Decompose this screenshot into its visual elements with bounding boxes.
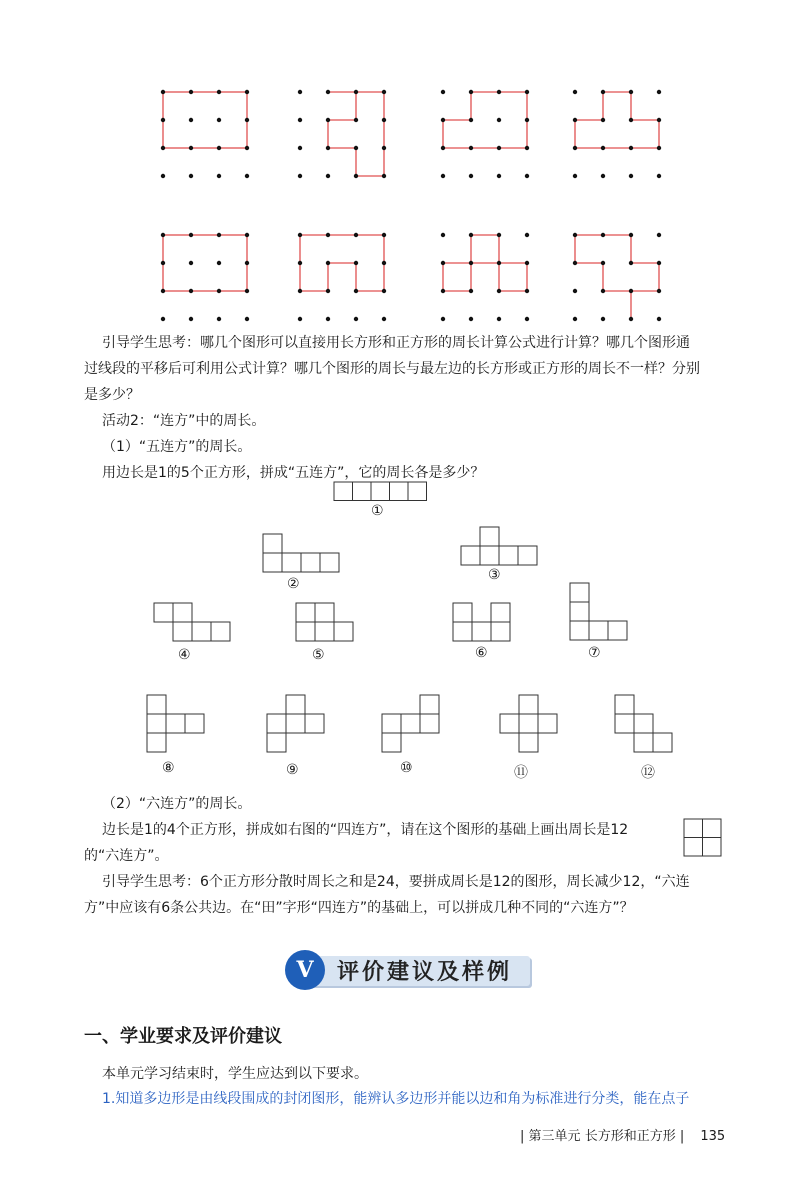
figure-label-3: ③ [488,567,501,583]
figure-label-5: ⑤ [312,647,325,663]
grid-dot [326,233,330,237]
figure-label-6: ⑥ [475,645,488,661]
guide-2-line-2: 方”中应该有6条公共边。在“田”字形“四连方”的基础上，可以拼成几种不同的“六连方”？ [84,900,634,916]
grid-dot [189,174,193,178]
grid-dot [161,317,165,321]
grid-dot [382,289,386,293]
sub-heading-1: （1）“五连方”的周长。 [102,439,252,455]
grid-dot [354,317,358,321]
pentomino-1 [334,482,427,501]
grid-dot [629,90,633,94]
grid-shape-1 [163,92,247,148]
grid-dot [573,233,577,237]
sub-heading-2: （2）“六连方”的周长。 [102,796,252,812]
pentomino-2 [263,534,339,572]
grid-dot [441,289,445,293]
grid-dot [601,118,605,122]
grid-dot [298,174,302,178]
grid-dot [189,118,193,122]
grid-shape-5 [163,235,247,291]
grid-dot [497,118,501,122]
grid-dot [326,118,330,122]
grid-dot [298,118,302,122]
grid-dot [601,90,605,94]
pentomino-10 [382,695,439,752]
grid-dot [382,174,386,178]
grid-dot [382,317,386,321]
grid-dot [326,317,330,321]
guide-paragraph-line-3: 是多少？ [84,387,140,403]
pentomino-6 [453,603,510,641]
grid-dot [382,146,386,150]
grid-dot [382,90,386,94]
grid-dot [326,289,330,293]
grid-dot [573,90,577,94]
pentomino-3 [461,527,537,565]
grid-shape-4 [575,92,659,148]
grid-dot [217,118,221,122]
grid-dot [298,146,302,150]
dot-grid-figures [0,0,800,310]
grid-dot [469,174,473,178]
grid-dot [469,317,473,321]
grid-dot [657,233,661,237]
grid-dot [161,289,165,293]
figure-label-4: ④ [178,647,191,663]
grid-dot [525,261,529,265]
grid-dot [189,317,193,321]
pentomino-figures [0,470,800,790]
grid-dot [326,90,330,94]
guide-2-line-1: 引导学生思考：6个正方形分散时周长之和是24，要拼成周长是12的图形，周长减少12，“六连 [102,874,690,890]
figure-label-10: ⑩ [400,760,413,776]
figure-label-9: ⑨ [286,762,299,778]
grid-dot [441,233,445,237]
grid-dot [161,90,165,94]
grid-dot [629,233,633,237]
grid-dot [354,146,358,150]
grid-dot [217,261,221,265]
question-2-line-1: 边长是1的4个正方形，拼成如右图的“四连方”，请在这个图形的基础上画出周长是12 [102,822,629,838]
grid-dot [326,146,330,150]
tetromino-square-figure [683,818,723,858]
grid-dot [573,118,577,122]
grid-dot [573,261,577,265]
figure-label-8: ⑧ [162,760,175,776]
section-intro: 本单元学习结束时，学生应达到以下要求。 [102,1066,368,1082]
figure-label-12: ⑫ [641,765,655,781]
grid-dot [245,261,249,265]
grid-dot [354,261,358,265]
grid-dot [354,90,358,94]
grid-dot [382,118,386,122]
grid-dot [441,90,445,94]
pentomino-7 [570,583,627,640]
grid-dot [382,233,386,237]
grid-dot [657,90,661,94]
grid-dot [354,118,358,122]
grid-dot [629,146,633,150]
grid-dot [354,174,358,178]
question-1: 用边长是1的5个正方形，拼成“五连方”，它的周长各是多少？ [102,465,485,481]
page-footer [520,1125,725,1144]
grid-dot [326,174,330,178]
pentomino-12 [615,695,672,752]
section-heading: 一、学业要求及评价建议 [84,1026,282,1047]
pentomino-9 [267,695,324,752]
grid-dot [245,317,249,321]
grid-dot [573,317,577,321]
grid-dot [217,289,221,293]
guide-paragraph-line-2: 过线段的平移后可利用公式计算？哪几个图形的周长与最左边的长方形或正方形的周长不一样？分别 [84,361,700,377]
grid-dot [217,174,221,178]
section-banner [285,950,530,990]
pentomino-4 [154,603,230,641]
grid-dot [245,146,249,150]
grid-dot [525,174,529,178]
grid-dot [525,233,529,237]
grid-dot [217,90,221,94]
pentomino-5 [296,603,353,641]
grid-dot [469,233,473,237]
grid-dot [497,289,501,293]
figure-label-7: ⑦ [588,645,601,661]
grid-dot [657,174,661,178]
grid-dot [161,146,165,150]
grid-dot [298,317,302,321]
figure-label-11: ⑪ [514,765,528,781]
grid-dot [573,174,577,178]
grid-dot [601,174,605,178]
grid-dot [326,261,330,265]
question-2-line-2: 的“六连方”。 [84,848,169,864]
grid-shape-6 [300,235,384,291]
grid-dot [657,317,661,321]
grid-dot [161,118,165,122]
grid-dot [657,261,661,265]
grid-dot [161,261,165,265]
grid-dot [497,90,501,94]
grid-dot [382,261,386,265]
grid-dot [245,118,249,122]
grid-dot [657,118,661,122]
grid-dot [441,118,445,122]
grid-dot [354,233,358,237]
grid-dot [497,233,501,237]
grid-dot [469,261,473,265]
grid-dot [601,233,605,237]
grid-dot [189,289,193,293]
grid-dot [497,261,501,265]
grid-dot [441,174,445,178]
grid-dot [217,233,221,237]
grid-dot [629,118,633,122]
grid-dot [525,289,529,293]
activity-2-heading: 活动2：“连方”中的周长。 [102,413,266,429]
grid-dot [601,317,605,321]
figure-label-1: ① [371,503,384,519]
grid-dot [629,174,633,178]
grid-dot [497,146,501,150]
grid-dot [657,289,661,293]
grid-dot [245,233,249,237]
grid-dot [601,261,605,265]
requirement-1: 1.知道多边形是由线段围成的封闭图形，能辨认多边形并能以边和角为标准进行分类，能在点子 [102,1091,690,1107]
grid-dot [573,146,577,150]
grid-dot [601,289,605,293]
grid-dot [217,146,221,150]
grid-dot [161,233,165,237]
grid-dot [161,174,165,178]
grid-dot [657,146,661,150]
grid-dot [441,261,445,265]
grid-dot [525,90,529,94]
grid-dot [298,289,302,293]
grid-dot [298,90,302,94]
grid-dot [497,317,501,321]
grid-dot [497,174,501,178]
grid-dot [629,317,633,321]
grid-shape-7 [443,235,527,291]
grid-dot [469,289,473,293]
footer-title: 长方形和正方形 [584,1129,676,1144]
footer-divider-left: | [520,1129,525,1144]
grid-dot [469,118,473,122]
grid-dot [525,317,529,321]
grid-dot [189,146,193,150]
grid-dot [573,289,577,293]
grid-dot [525,146,529,150]
grid-dot [189,90,193,94]
grid-dot [469,146,473,150]
pentomino-11 [500,695,557,752]
grid-dot [354,289,358,293]
grid-shape-8 [575,235,659,319]
footer-divider-right: | [679,1129,685,1144]
grid-shape-2 [328,92,384,176]
grid-dot [245,174,249,178]
grid-dot [189,233,193,237]
grid-dot [601,146,605,150]
grid-dot [441,317,445,321]
grid-dot [245,289,249,293]
grid-dot [441,146,445,150]
grid-dot [629,261,633,265]
grid-dot [217,317,221,321]
grid-shape-3 [443,92,527,148]
grid-dot [469,90,473,94]
figure-label-2: ② [287,576,300,592]
footer-unit: 第三单元 [528,1129,581,1144]
page-number: 135 [700,1129,726,1144]
grid-dot [189,261,193,265]
guide-paragraph-line-1: 引导学生思考：哪几个图形可以直接用长方形和正方形的周长计算公式进行计算？哪几个图形通 [102,335,690,351]
grid-dot [298,233,302,237]
grid-dot [245,90,249,94]
grid-dot [629,289,633,293]
grid-dot [298,261,302,265]
grid-dot [525,118,529,122]
banner-title: 评价建议及样例 [337,960,513,985]
banner-numeral: V [285,950,325,990]
pentomino-8 [147,695,204,752]
